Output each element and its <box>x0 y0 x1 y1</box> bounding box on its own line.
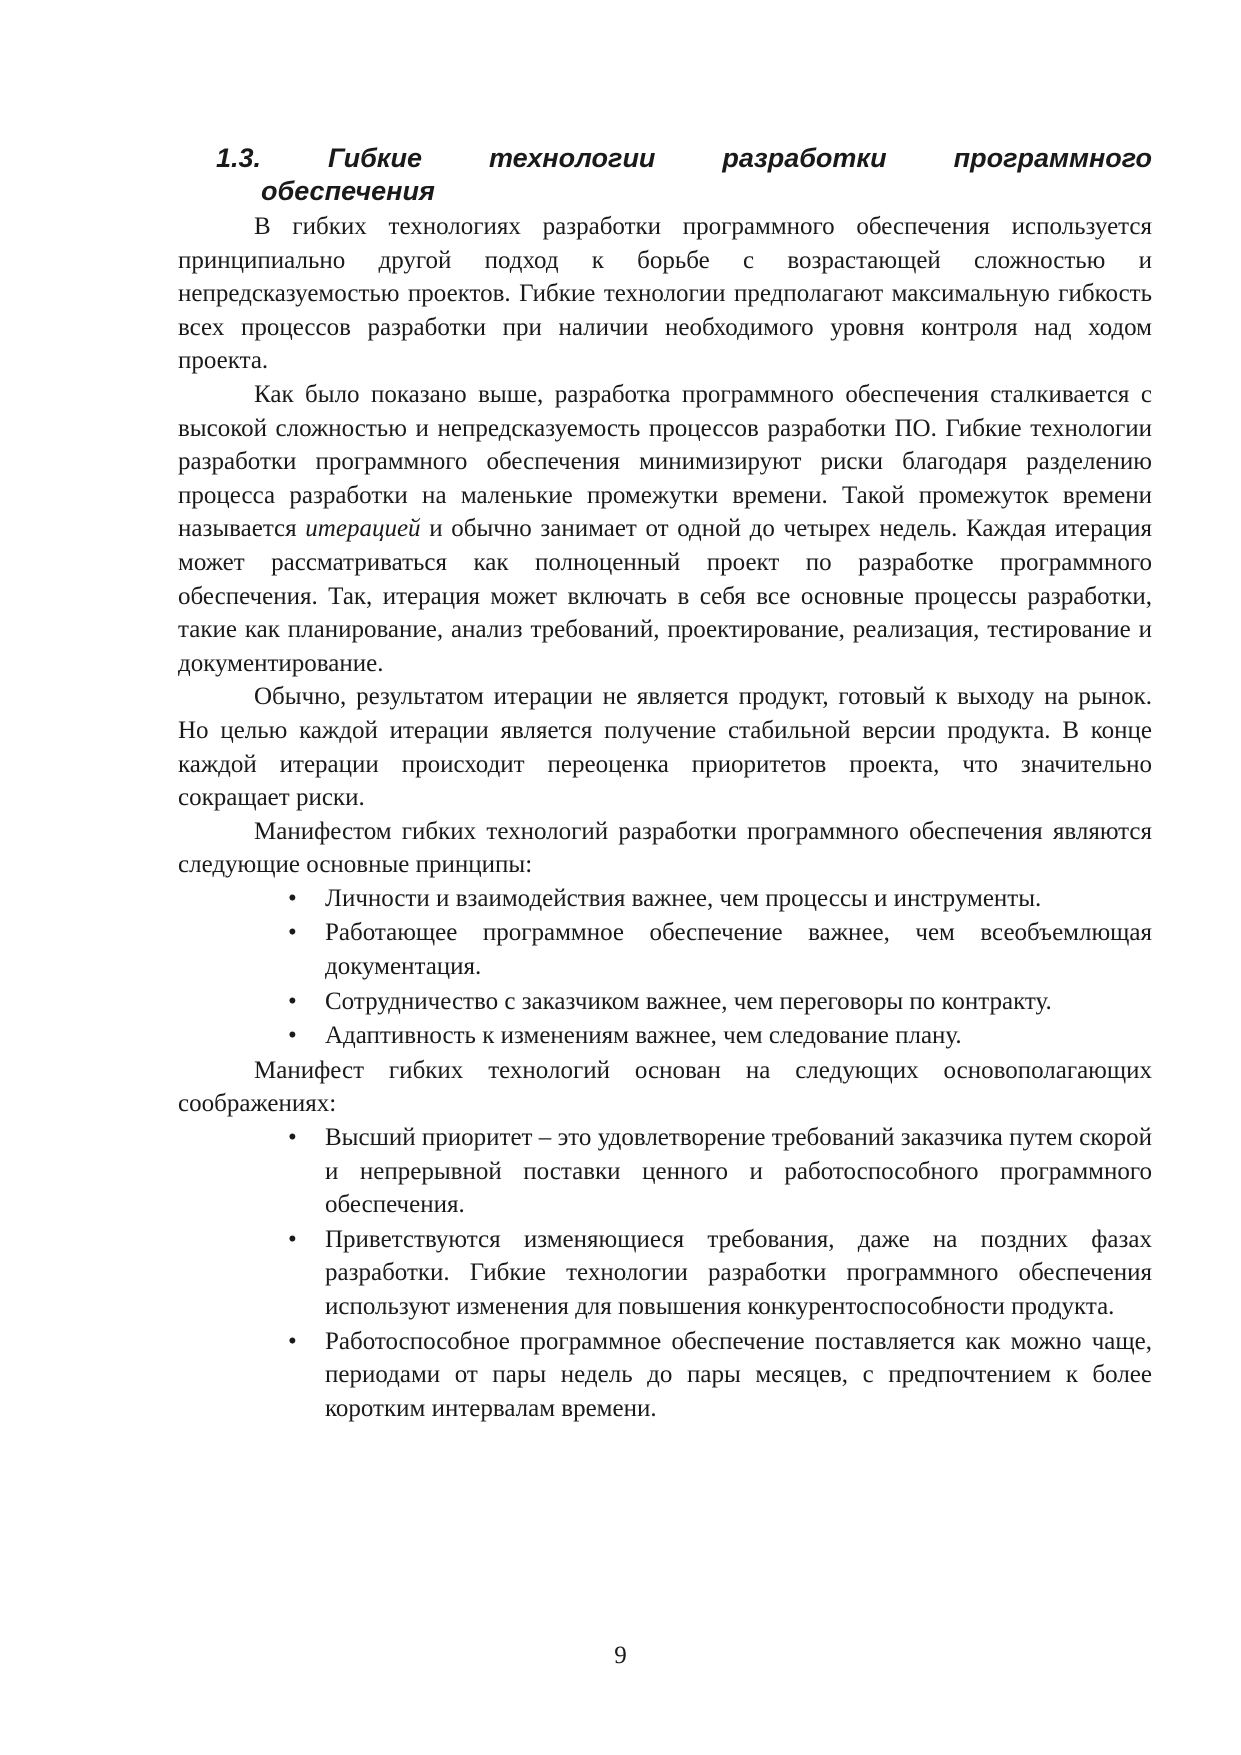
list-item <box>288 882 1152 916</box>
list-item <box>288 1223 1152 1324</box>
bullet-icon: • <box>288 1225 297 1253</box>
paragraph-intro: В гибких технологиях разработки программного обеспечения используется принципиально другой подход к борьбе с возрастающей сложностью и непредсказуемостью проектов. Гибкие технологии предполагают максимальную гибкость всех процессов разработки при наличии необходимого уровня контроля над ходом проекта. <box>178 213 1152 375</box>
list-item <box>288 985 1152 1019</box>
list-item-text: Высший приоритет – это удовлетворение требований заказчика путем скорой и непрерывной поставки ценного и работоспособного программного обеспечения. <box>325 1124 1152 1219</box>
paragraph-text: и обычно занимает от одной до четырех недель. Каждая итерация может рассматриваться как полноценный проект по разработке программного обеспечения. Так, итерация может включать в себя все основные процессы разработки, такие как планирование, анализ требований, проектирование, реализация, тестирование и документирование. <box>178 515 1152 677</box>
paragraph-text: Как было показано выше, разработка программного обеспечения сталкивается с высокой сложностью и непредсказуемость процессов разработки ПО. Гибкие технологии разработки программного обеспечения минимизируют риски благодаря разделению процесса разработки на маленькие промежутки времени. Такой промежуток времени называется <box>178 380 1152 543</box>
heading-word: технологии <box>488 143 656 173</box>
section-number: 1.3. <box>216 143 262 173</box>
section-heading-line1 <box>178 142 1152 175</box>
considerations-list <box>178 1121 1152 1425</box>
bullet-icon: • <box>288 1124 297 1152</box>
section-heading-line2: обеспечения <box>261 176 435 206</box>
list-item-text: Работоспособное программное обеспечение поставляется как можно чаще, периодами от пары недель до пары месяцев, с предпочтением к более коротким интервалам времени. <box>325 1327 1152 1422</box>
emphasized-term: итерацией <box>305 515 421 543</box>
principles-list <box>178 882 1152 1053</box>
list-item <box>288 1121 1152 1222</box>
bullet-icon: • <box>288 884 297 912</box>
list-item-text: Работающее программное обеспечение важнее, чем всеобъемлющая документация. <box>325 919 1152 981</box>
list-item <box>288 916 1152 983</box>
paragraph-manifesto-basis: Манифест гибких технологий основан на следующих основополагающих соображениях: <box>178 1056 1152 1118</box>
bullet-icon: • <box>288 987 297 1015</box>
list-item <box>288 1325 1152 1426</box>
list-item-text: Приветствуются изменяющиеся требования, даже на поздних фазах разработки. Гибкие технологии разработки программного обеспечения используют изменения для повышения конкурентоспособности продукта. <box>325 1225 1152 1320</box>
heading-word: программного <box>953 143 1152 173</box>
page-content <box>178 142 1152 1426</box>
bullet-icon: • <box>288 1022 297 1050</box>
heading-word: Гибкие <box>328 143 422 173</box>
paragraph-iteration-result: Обычно, результатом итерации не является продукт, готовый к выходу на рынок. Но целью каждой итерации является получение стабильной версии продукта. В конце каждой итерации происходит переоценка приоритетов проекта, что значительно сокращает риски. <box>178 683 1152 812</box>
paragraph-iterations <box>178 378 1152 680</box>
bullet-icon: • <box>288 1327 297 1355</box>
section-heading <box>178 142 1152 208</box>
paragraph-manifesto-intro: Манифестом гибких технологий разработки программного обеспечения являются следующие основные принципы: <box>178 817 1152 879</box>
page-number: 9 <box>614 1642 627 1669</box>
list-item <box>288 1019 1152 1053</box>
list-item-text: Личности и взаимодействия важнее, чем процессы и инструменты. <box>325 884 1042 912</box>
heading-word: разработки <box>722 143 887 173</box>
list-item-text: Сотрудничество с заказчиком важнее, чем переговоры по контракту. <box>325 987 1052 1015</box>
bullet-icon: • <box>288 919 297 947</box>
list-item-text: Адаптивность к изменениям важнее, чем следование плану. <box>325 1022 962 1050</box>
